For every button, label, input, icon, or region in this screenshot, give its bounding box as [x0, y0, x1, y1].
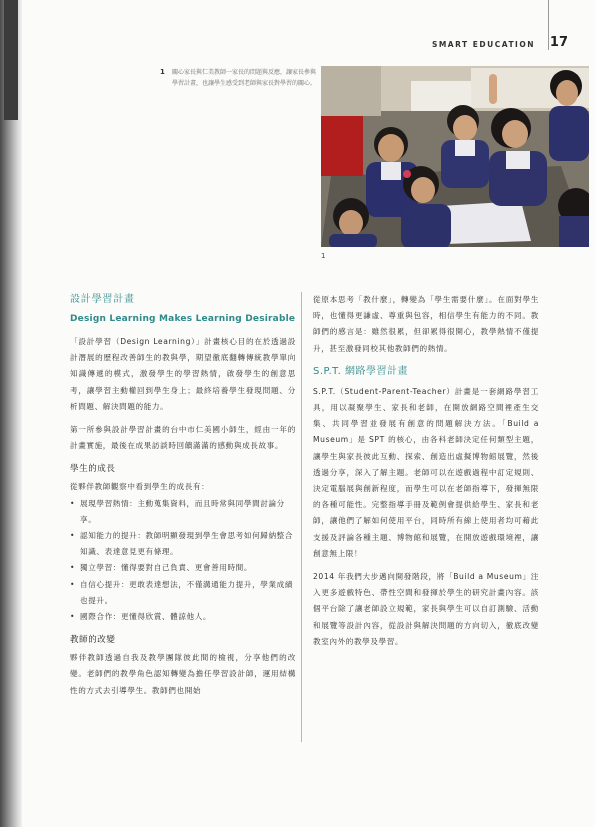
teacher-change-paragraph: 夥伴教師透過自我及教學團隊彼此間的檢視，分享他們的改變。老師們的教學角色認知轉變為擔任學習設計師，運用結構性的方式去引導學生。教師們也開始: [70, 653, 296, 695]
bullet-icon: •: [70, 531, 76, 541]
section-title-design-learning: 設計學習計畫: [70, 294, 135, 305]
left-column: [70, 292, 296, 706]
bullet-icon: •: [70, 563, 76, 573]
bullet-icon: •: [70, 612, 76, 622]
list-item: • 認知能力的提升：教師明顯發現到學生會思考如何歸納整合知識、表達意見更有條理。: [70, 528, 296, 560]
section-title-spt: S.P.T. 網路學習計畫: [313, 365, 408, 377]
classroom-photo: [321, 66, 589, 247]
caption-number: 1: [160, 68, 165, 76]
running-head: SMART EDUCATION: [431, 40, 535, 49]
student-growth-heading: 學生的成長: [70, 464, 116, 475]
teacher-change-continued: 從原本思考「教什麼」，轉變為「學生需要什麼」。在面對學生時，也懂得更謙虛、尊重與包容，相信學生有能力的不同。教師們的感言是：雖然很累，但卻累得很開心，教學熱情不僅提升，甚至激發同校其他教師們的熱情。: [313, 295, 539, 353]
book-spine-shadow: [0, 0, 22, 827]
list-item: • 自信心提升：更敢表達想法，不僅溝通能力提升，學業成績也提升。: [70, 577, 296, 609]
photo-number: 1: [321, 252, 326, 260]
section-subtitle-design-learning: Design Learning Makes Learning Desirable: [70, 314, 296, 324]
header-divider: [548, 0, 549, 50]
book-spine-edge: [4, 0, 18, 120]
student-growth-list: [70, 496, 296, 626]
teacher-change-heading: 教師的改變: [70, 635, 116, 646]
student-growth-intro: 從夥伴教師觀察中看到學生的成長有：: [70, 482, 210, 492]
page-number: 17: [549, 35, 568, 50]
list-item: • 國際合作：更懂得欣賞、體諒他人。: [70, 609, 296, 625]
column-divider: [301, 292, 302, 742]
caption-text: 關心家長與仁美教師一家長的問題與反應，讓家長參與學習計畫，也讓學生感受到老師與家長對學習的關心。: [172, 69, 317, 87]
bullet-icon: •: [70, 579, 76, 589]
photo-caption: [160, 67, 318, 89]
right-column: [313, 292, 539, 657]
school-paragraph: 第一所參與設計學習計畫的台中市仁美國小師生，經由一年的計畫實施，最後在成果訪談時回饋滿滿的感動與成長故事。: [70, 425, 296, 451]
spt-2014-paragraph: 2014 年我們大步邁向開發階段，將「Build a Museum」注入更多遊戲特色、帶性空間和發揮於學生的研究計畫內容。該個平台除了讓老師設立規範，家長與學生可以自訂測驗、活動和展覽等設計內容，從設計與解決問題的方向切入，徹底改變教室內外的教學及學習。: [313, 572, 539, 646]
list-item: • 獨立學習：懂得要對自己負責、更會善用時間。: [70, 560, 296, 576]
classroom-photo-illustration: [321, 66, 589, 247]
intro-paragraph: 「設計學習（Design Learning）」計畫核心目的在於透過設計潛展的歷程改善師生的教與學，期望徹底翻轉傳統教學單向知識傳遞的模式，激發學生的學習熱情，啟發學生的創意思考，讓學習主動權回到學生身上；最終培養學生發現問題、分析問題、解決問題的能力。: [70, 337, 296, 411]
spt-paragraph: S.P.T.（Student-Parent-Teacher）計畫是一套網路學習工具，用以凝聚學生、家長和老師，在開放網路空間裡產生交集、共同學習並發展有創意的問題解決方法。「Build a Museum」是 SPT 的核心，由各科老師決定任何類型主題，讓學生與家長彼此互動、探索、創造出虛擬博物館展覽，然後透過分享，深入了解主題。老師可以在遊戲過程中訂定規則、決定電腦展與創新程度，而學生可以在老師指導下，發揮無限的各種可能性。完整指導手冊及範例會提供給學生、家長和老師，讓他們了解如何使用平台，同時所有線上使用者均可藉此支援及評論各種主題、博物館和展覽，在開放遊戲環境裡，讓創意無上限！: [313, 386, 539, 558]
list-item: • 展現學習熱情：主動蒐集資料，而且時常與同學間討論分享。: [70, 496, 296, 528]
bullet-icon: •: [70, 498, 76, 508]
